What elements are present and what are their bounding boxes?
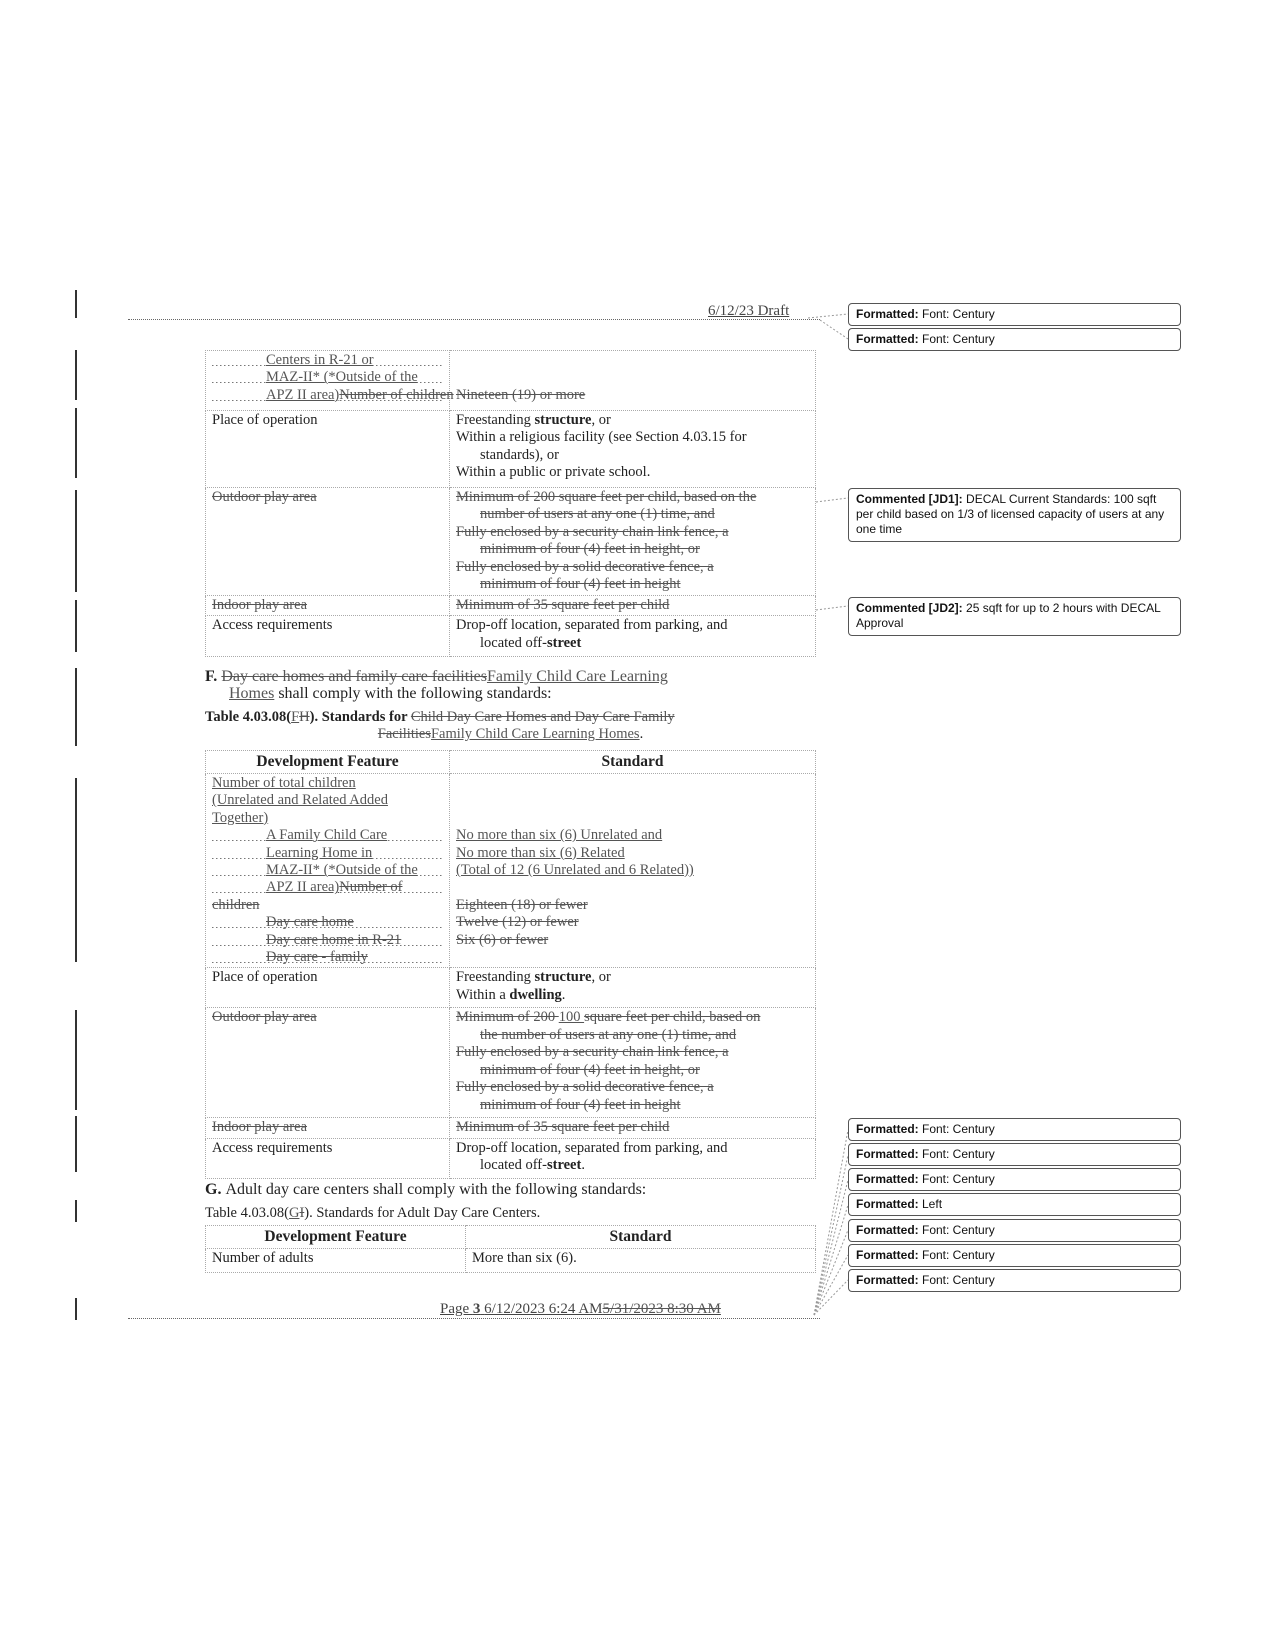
- deleted-text: Facilities: [377, 726, 431, 743]
- deleted-text: Outdoor play area: [212, 489, 317, 505]
- comment-label: Formatted:: [856, 1248, 919, 1262]
- deleted-text: Number of children: [339, 386, 454, 403]
- text-run: Drop-off location, separated from parking, and: [456, 617, 728, 634]
- deleted-text: minimum of four (4) feet in height, or: [480, 1061, 700, 1078]
- text-run: Within a public or private school.: [456, 464, 651, 481]
- formatted-comment[interactable]: [848, 1219, 1181, 1242]
- text-run: , or: [591, 412, 611, 428]
- text-run: 3: [472, 1301, 481, 1317]
- inserted-text: Family Child Care Learning: [486, 668, 668, 685]
- comment-text: Font: Century: [918, 1147, 995, 1161]
- text-run: Freestanding: [456, 412, 535, 428]
- text-run: located off-: [480, 1157, 547, 1174]
- comment-text: 25 sqft for up to 2 hours with DECAL Approval: [856, 601, 1161, 630]
- deleted-text: Six (6) or fewer: [456, 931, 549, 948]
- deleted-text: the number of users at any one (1) time, and: [480, 1026, 737, 1043]
- comment-text: Font: Century: [918, 307, 995, 321]
- inserted-text: MAZ-II* (*Outside of the: [266, 369, 418, 386]
- deleted-text: minimum of four (4) feet in height: [480, 576, 681, 593]
- connector-line: [814, 1280, 848, 1315]
- connector-line: [816, 606, 848, 610]
- formatted-comment[interactable]: [848, 303, 1181, 326]
- text-run: Number of adults: [212, 1250, 314, 1266]
- deleted-text: Day care home: [266, 914, 354, 931]
- comment-jd2[interactable]: [848, 597, 1181, 636]
- inserted-text: No more than six (6) Unrelated and: [456, 827, 663, 844]
- text-run: located off-: [480, 634, 547, 651]
- inserted-text: (Unrelated and Related Added: [212, 792, 388, 809]
- text-run: Access requirements: [212, 1139, 333, 1156]
- text-run: , or: [591, 969, 611, 986]
- inserted-text: Number of total children: [212, 775, 356, 791]
- comment-text: Font: Century: [918, 1273, 995, 1287]
- text-run: Page: [440, 1301, 473, 1317]
- deleted-text: Fully enclosed by a solid decorative fence, a: [456, 558, 714, 575]
- comment-text: Font: Century: [918, 1223, 995, 1237]
- comment-label: Formatted:: [856, 1122, 919, 1136]
- text-run: Adult day care centers shall comply with the following standards:: [225, 1181, 647, 1198]
- deleted-text: Fully enclosed by a security chain link fence, a: [456, 523, 729, 540]
- comment-label: Formatted:: [856, 1223, 919, 1237]
- comment-text: Left: [918, 1197, 943, 1211]
- comment-label: Commented [JD1]:: [856, 492, 963, 506]
- text-run: Place of operation: [212, 412, 318, 428]
- deleted-text: Fully enclosed by a security chain link fence, a: [456, 1044, 729, 1061]
- text-run: 6/12/2023 6:24 AM: [484, 1301, 603, 1317]
- inserted-text: Learning Home in: [266, 844, 373, 861]
- text-run: standards), or: [480, 446, 559, 463]
- deleted-text: Day care homes and family care facilities: [221, 668, 487, 685]
- text-run: Access requirements: [212, 617, 333, 634]
- deleted-text: number of users at any one (1) time, and: [480, 506, 715, 523]
- formatted-comment[interactable]: [848, 1269, 1181, 1292]
- deleted-text: minimum of four (4) feet in height, or: [480, 541, 700, 558]
- comment-label: Formatted:: [856, 1172, 919, 1186]
- text-run: .: [581, 1157, 585, 1174]
- comment-label: Formatted:: [856, 332, 919, 346]
- deleted-text: Minimum of 200 square feet per child, based on the: [456, 489, 757, 505]
- inserted-text: Homes: [229, 685, 275, 703]
- inserted-text: Family Child Care Learning Homes: [430, 726, 640, 743]
- text-run: Drop-off location, separated from parking, and: [456, 1139, 728, 1156]
- inserted-text: 100: [558, 1009, 585, 1026]
- column-header: Standard: [450, 751, 816, 774]
- deleted-text: Day care - family: [266, 949, 368, 966]
- deleted-text: 5/31/2023 8:30 AM: [602, 1301, 721, 1317]
- text-run: structure: [534, 412, 592, 428]
- text-run: street: [546, 1157, 582, 1174]
- text-run: Freestanding: [456, 969, 535, 986]
- connector-line: [816, 498, 848, 502]
- comment-label: Formatted:: [856, 1147, 919, 1161]
- formatted-comment[interactable]: [848, 1193, 1181, 1216]
- comment-text: Font: Century: [918, 1172, 995, 1186]
- deleted-text: Fully enclosed by a solid decorative fence, a: [456, 1079, 714, 1096]
- inserted-text: APZ II area): [266, 386, 340, 403]
- deleted-text: Outdoor play area: [212, 1009, 317, 1026]
- text-run: .: [639, 726, 644, 743]
- column-header: Development Feature: [206, 1226, 466, 1249]
- connector-line: [820, 320, 848, 339]
- text-run: F.: [205, 668, 222, 685]
- deleted-text: I: [299, 1205, 305, 1221]
- deleted-text: Minimum of 35 square feet per child: [456, 1119, 670, 1136]
- formatted-comment[interactable]: [848, 1118, 1181, 1141]
- text-run: ). Standards for: [309, 709, 411, 725]
- deleted-text: Number of: [339, 879, 403, 896]
- text-run: Table 4.03.08(: [205, 1205, 289, 1221]
- inserted-text: No more than six (6) Related: [456, 844, 625, 861]
- inserted-text: G: [288, 1205, 300, 1221]
- text-run: Within a religious facility (see Section 4.03.15 for: [456, 429, 747, 446]
- formatted-comment[interactable]: [848, 1143, 1181, 1166]
- deleted-text: Indoor play area: [212, 597, 308, 613]
- deleted-text: Day care home in R-21: [266, 931, 402, 948]
- inserted-text: Together): [212, 809, 269, 826]
- deleted-text: Indoor play area: [212, 1119, 308, 1136]
- formatted-comment[interactable]: [848, 1244, 1181, 1267]
- text-run: ). Standards for Adult Day Care Centers.: [304, 1205, 541, 1221]
- comment-label: Commented [JD2]:: [856, 601, 963, 615]
- text-run: dwelling: [509, 986, 562, 1003]
- inserted-text: A Family Child Care: [266, 827, 388, 844]
- text-run: shall comply with the following standards:: [274, 685, 552, 703]
- connector-line: [814, 1205, 848, 1315]
- column-header: Standard: [466, 1226, 816, 1249]
- comment-label: Formatted:: [856, 1273, 919, 1287]
- deleted-text: Twelve (12) or fewer: [456, 914, 579, 931]
- formatted-comment[interactable]: [848, 1168, 1181, 1191]
- comment-label: Formatted:: [856, 307, 919, 321]
- header-draft-date: 6/12/23 Draft: [708, 303, 790, 319]
- text-run: structure: [534, 969, 592, 986]
- deleted-text: Eighteen (18) or fewer: [456, 896, 588, 913]
- text-run: More than six (6).: [472, 1250, 577, 1266]
- text-run: Within a: [456, 986, 510, 1003]
- deleted-text: minimum of four (4) feet in height: [480, 1096, 681, 1113]
- connector-line: [814, 1155, 848, 1315]
- deleted-text: Minimum of 35 square feet per child: [456, 597, 670, 613]
- inserted-text: F: [291, 709, 300, 725]
- connector-line: [814, 1230, 848, 1315]
- inserted-text: MAZ-II* (*Outside of the: [266, 862, 418, 879]
- connector-line: [808, 314, 848, 318]
- comment-text: Font: Century: [918, 332, 995, 346]
- text-run: Place of operation: [212, 969, 318, 986]
- text-run: Table 4.03.08(: [205, 709, 292, 725]
- comment-text: Font: Century: [918, 1122, 995, 1136]
- inserted-text: Centers in R-21 or: [266, 352, 374, 368]
- deleted-text: Child Day Care Homes and Day Care Family: [410, 709, 675, 725]
- deleted-text: Nineteen (19) or more: [456, 386, 586, 403]
- comment-jd1[interactable]: [848, 488, 1181, 542]
- text-run: street: [546, 634, 582, 651]
- inserted-text: (Total of 12 (6 Unrelated and 6 Related)): [456, 862, 694, 879]
- deleted-text: square feet per child, based on: [584, 1009, 761, 1026]
- deleted-text: children: [212, 896, 260, 913]
- text-run: .: [561, 986, 566, 1003]
- text-run: G.: [205, 1181, 226, 1198]
- connector-line: [814, 1180, 848, 1315]
- column-header: Development Feature: [206, 751, 450, 774]
- comment-text: DECAL Current Standards: 100 sqft per child based on 1/3 of licensed capacity of users at any one time: [856, 492, 1165, 536]
- inserted-text: APZ II area): [266, 879, 340, 896]
- deleted-text: H: [299, 709, 310, 725]
- formatted-comment[interactable]: [848, 328, 1181, 351]
- deleted-text: Minimum of 200: [456, 1009, 559, 1026]
- comment-label: Formatted:: [856, 1197, 919, 1211]
- comment-text: Font: Century: [918, 1248, 995, 1262]
